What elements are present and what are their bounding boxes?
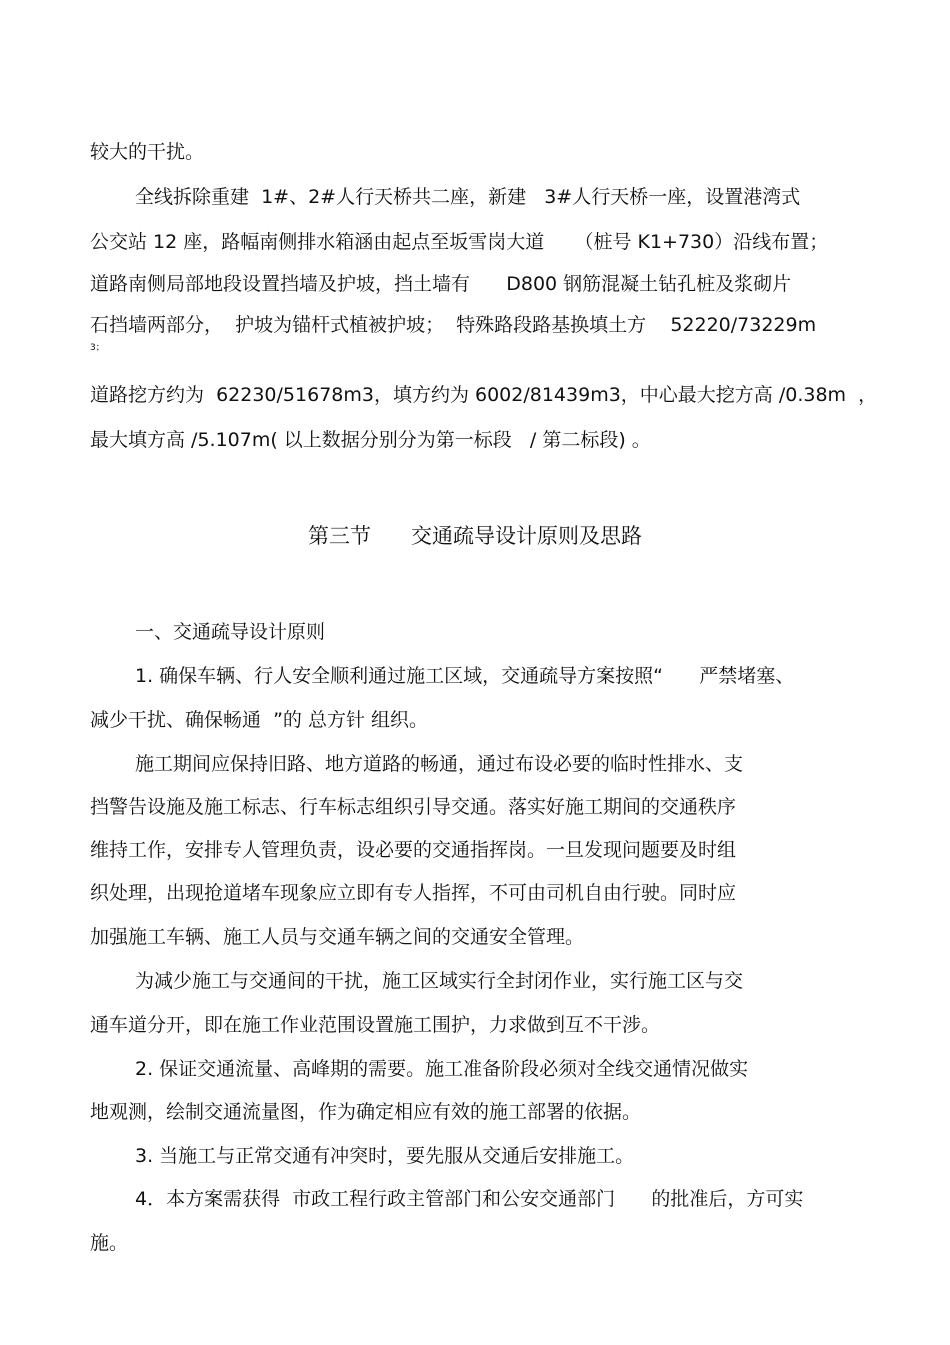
text-line: 3. 当施工与正常交通有冲突时，要先服从交通后安排施工。 bbox=[135, 1145, 635, 1167]
text-line: 加强施工车辆、施工人员与交通车辆之间的交通安全管理。 bbox=[90, 926, 585, 948]
text-line: 石挡墙两部分， 护坡为锚杆式植被护坡； 特殊路段路基换填土方 52220/73229m bbox=[90, 314, 817, 336]
text-line: 织处理，出现抢道堵车现象应立即有专人指挥，不可由司机自由行驶。同时应 bbox=[90, 882, 737, 904]
text-line: 通车道分开，即在施工作业范围设置施工围护，力求做到互不干涉。 bbox=[90, 1014, 661, 1036]
text-line: 道路挖方约为 62230/51678m3，填方约为 6002/81439m3，中心最大挖方高 /0.38m ， bbox=[90, 384, 878, 406]
text-line: 施。 bbox=[90, 1232, 129, 1254]
text-line: 施工期间应保持旧路、地方道路的畅通，通过布设必要的临时性排水、支 bbox=[135, 753, 744, 775]
text-line: 地观测，绘制交通流量图，作为确定相应有效的施工部署的依据。 bbox=[90, 1101, 642, 1123]
section-title: 第三节 交通疏导设计原则及思路 bbox=[307, 524, 643, 548]
text-line: 全线拆除重建 1#、2#人行天桥共二座，新建 3#人行天桥一座，设置港湾式 bbox=[135, 186, 801, 208]
text-line: 2. 保证交通流量、高峰期的需要。施工准备阶段必须对全线交通情况做实 bbox=[135, 1058, 749, 1080]
text-line: 较大的干扰。 bbox=[90, 141, 205, 163]
text-line: 为减少施工与交通间的干扰，施工区域实行全封闭作业，实行施工区与交 bbox=[135, 970, 744, 992]
subheading: 一、交通疏导设计原则 bbox=[135, 621, 326, 643]
text-line: 减少干扰、确保畅通 ”的 总方针 组织。 bbox=[90, 709, 429, 731]
text-line: 最大填方高 /5.107m( 以上数据分别分为第一标段 / 第二标段) 。 bbox=[90, 429, 651, 451]
text-line: 公交站 12 座，路幅南侧排水箱涵由起点至坂雪岗大道 （桩号 K1+730）沿线布置； bbox=[90, 231, 829, 253]
text-line: 4．本方案需获得 市政工程行政主管部门和公安交通部门 的批准后，方可实 bbox=[135, 1188, 804, 1210]
text-line: 挡警告设施及施工标志、行车标志组织引导交通。落实好施工期间的交通秩序 bbox=[90, 796, 737, 818]
text-line-superscript: 3； bbox=[90, 343, 105, 353]
text-line: 维持工作，安排专人管理负责，设必要的交通指挥岗。一旦发现问题要及时组 bbox=[90, 839, 737, 861]
text-line: 道路南侧局部地段设置挡墙及护坡，挡土墙有 D800 钢筋混凝土钻孔桩及浆砌片 bbox=[90, 273, 792, 295]
text-line: 1. 确保车辆、行人安全顺利通过施工区域，交通疏导方案按照“ 严禁堵塞、 bbox=[135, 665, 795, 687]
